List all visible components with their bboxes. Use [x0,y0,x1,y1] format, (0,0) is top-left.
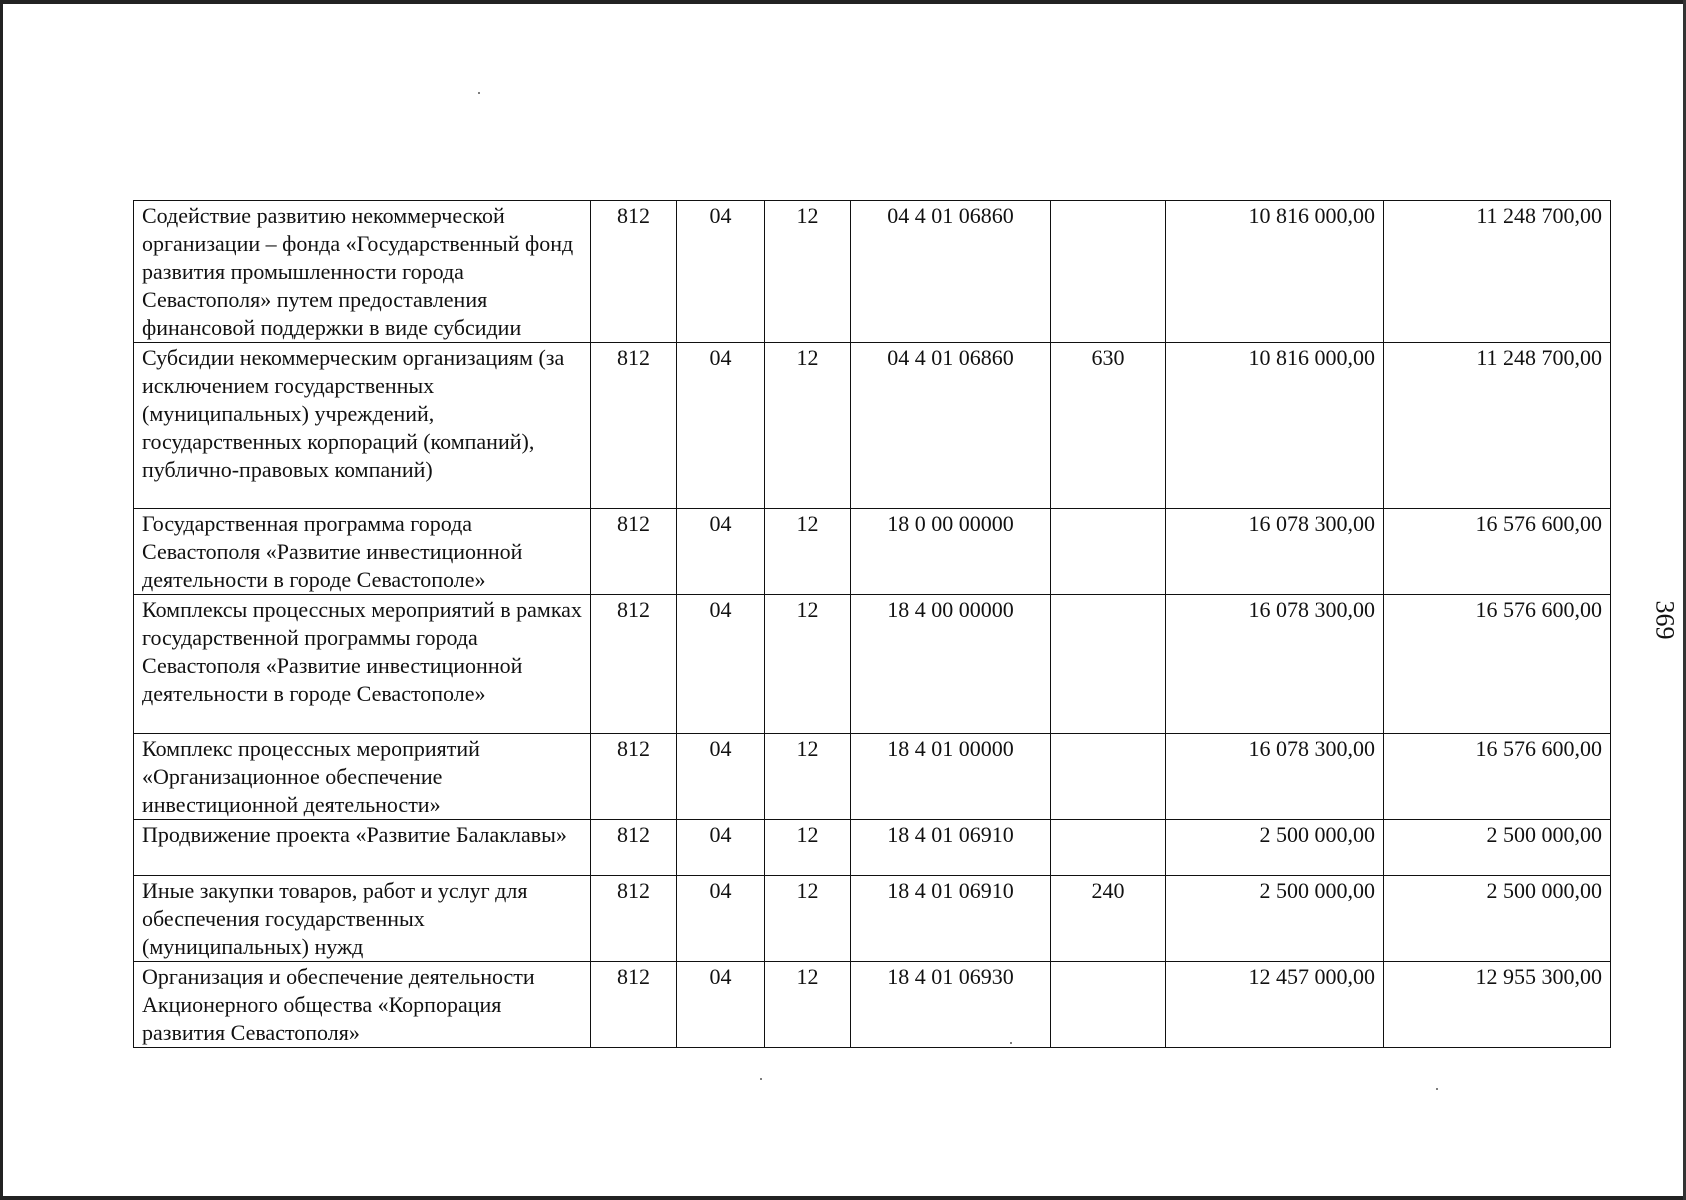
row-vr: 630 [1051,343,1166,509]
row-vr [1051,509,1166,595]
row-ved: 812 [591,595,677,734]
page-number: 369 [1650,600,1680,640]
row-rz: 04 [677,734,765,820]
table-body [134,201,1611,1048]
row-csr: 04 4 01 06860 [851,201,1051,343]
row-pr: 12 [765,734,851,820]
table-row [134,734,1611,820]
table-row [134,820,1611,876]
row-vr [1051,820,1166,876]
row-ved: 812 [591,876,677,962]
row-sum1: 12 457 000,00 [1166,962,1384,1048]
row-csr: 18 4 01 06910 [851,820,1051,876]
row-name: Иные закупки товаров, работ и услуг для обеспечения государственных (муниципальных) нужд [134,876,591,962]
budget-table [133,200,1611,1048]
table-row [134,876,1611,962]
row-ved: 812 [591,734,677,820]
row-pr: 12 [765,595,851,734]
row-ved: 812 [591,343,677,509]
row-sum1: 2 500 000,00 [1166,820,1384,876]
scan-speck [1436,1088,1438,1090]
row-name: Государственная программа города Севастополя «Развитие инвестиционной деятельности в городе Севастополе» [134,509,591,595]
scan-edge-bottom [0,1196,1686,1200]
row-sum2: 2 500 000,00 [1384,876,1611,962]
table-row [134,201,1611,343]
row-name: Субсидии некоммерческим организациям (за исключением государственных (муниципальных) учреждений, государственных корпораций (компаний), публично-правовых компаний) [134,343,591,509]
row-sum2: 11 248 700,00 [1384,201,1611,343]
scan-edge-left [0,0,3,1200]
row-sum2: 16 576 600,00 [1384,734,1611,820]
table-row [134,509,1611,595]
row-pr: 12 [765,962,851,1048]
table-row [134,595,1611,734]
row-sum1: 2 500 000,00 [1166,876,1384,962]
row-csr: 18 4 00 00000 [851,595,1051,734]
row-sum2: 16 576 600,00 [1384,509,1611,595]
row-vr [1051,201,1166,343]
row-sum2: 2 500 000,00 [1384,820,1611,876]
row-csr: 04 4 01 06860 [851,343,1051,509]
row-csr: 18 4 01 06910 [851,876,1051,962]
row-pr: 12 [765,509,851,595]
row-csr: 18 4 01 06930 [851,962,1051,1048]
row-sum1: 16 078 300,00 [1166,595,1384,734]
row-pr: 12 [765,201,851,343]
scan-speck [760,1078,762,1080]
table-row [134,343,1611,509]
row-sum1: 16 078 300,00 [1166,734,1384,820]
row-rz: 04 [677,595,765,734]
row-rz: 04 [677,201,765,343]
row-sum2: 16 576 600,00 [1384,595,1611,734]
scan-edge-top [0,0,1686,4]
scan-speck [478,92,480,94]
row-rz: 04 [677,962,765,1048]
row-sum2: 11 248 700,00 [1384,343,1611,509]
row-rz: 04 [677,876,765,962]
row-rz: 04 [677,820,765,876]
row-name: Комплексы процессных мероприятий в рамках государственной программы города Севастополя «Развитие инвестиционной деятельности в городе Севастополе» [134,595,591,734]
row-ved: 812 [591,962,677,1048]
row-name: Содействие развитию некоммерческой организации – фонда «Государственный фонд развития промышленности города Севастополя» путем предоставления финансовой поддержки в виде субсидии [134,201,591,343]
row-sum2: 12 955 300,00 [1384,962,1611,1048]
row-sum1: 10 816 000,00 [1166,201,1384,343]
row-ved: 812 [591,509,677,595]
row-name: Комплекс процессных мероприятий «Организационное обеспечение инвестиционной деятельности» [134,734,591,820]
row-vr [1051,962,1166,1048]
row-csr: 18 4 01 00000 [851,734,1051,820]
row-pr: 12 [765,876,851,962]
row-ved: 812 [591,201,677,343]
row-rz: 04 [677,343,765,509]
row-pr: 12 [765,820,851,876]
row-name: Организация и обеспечение деятельности Акционерного общества «Корпорация развития Севастополя» [134,962,591,1048]
row-rz: 04 [677,509,765,595]
row-vr [1051,734,1166,820]
row-sum1: 10 816 000,00 [1166,343,1384,509]
row-ved: 812 [591,820,677,876]
table-row [134,962,1611,1048]
row-name: Продвижение проекта «Развитие Балаклавы» [134,820,591,876]
row-vr [1051,595,1166,734]
row-csr: 18 0 00 00000 [851,509,1051,595]
row-sum1: 16 078 300,00 [1166,509,1384,595]
row-pr: 12 [765,343,851,509]
row-vr: 240 [1051,876,1166,962]
